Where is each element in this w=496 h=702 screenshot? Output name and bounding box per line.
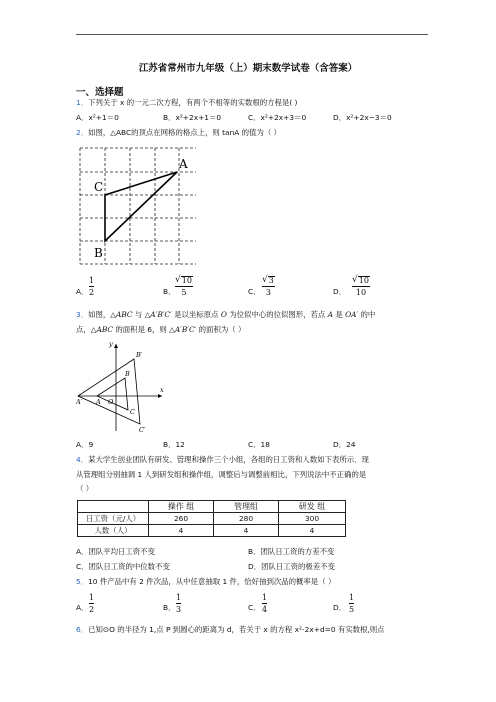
question-5-stem: [76, 577, 335, 587]
question-text: 如图，△ABC的顶点在网格的格点上，则 tanA 的值为（ ）: [88, 128, 281, 137]
table-row: [78, 513, 346, 525]
table-cell: 4: [214, 525, 279, 537]
text: 的中: [358, 310, 376, 319]
math: △A′B′C′: [144, 310, 172, 319]
q2-option-d-fraction: [352, 276, 370, 297]
denominator: 3: [176, 605, 182, 614]
text: 如图，: [88, 310, 111, 319]
numerator: 1: [89, 593, 95, 602]
question-text: 10 件产品中有 2 件次品，从中任意抽取 1 件，恰好抽到次品的概率是（ ）: [88, 577, 336, 586]
question-4-line-3: （ ）: [76, 484, 94, 493]
vertex-label-c: C: [94, 180, 104, 194]
point-label-b-prime: B′: [136, 351, 143, 359]
grid-triangle-figure: [76, 142, 196, 267]
question-text: 下列关于 x 的一元二次方程，有两个不相等的实数根的方程是( ): [88, 98, 298, 107]
q2-option-a-letter: A．: [76, 287, 89, 296]
table-cell: 280: [214, 513, 279, 525]
point-label-o: O: [108, 398, 114, 406]
question-2-stem: [76, 128, 281, 138]
point-label-b: B: [125, 370, 130, 378]
text: 的面积是 6，则: [113, 325, 170, 334]
text: 某大学生创业团队有研发、管理和操作三个小组，各组的日工资和人数如下表所示．现: [88, 455, 369, 464]
table-header-cell: 管理组: [214, 501, 279, 513]
q2-option-b-letter: B．: [163, 287, 176, 296]
question-3-line-2: [76, 325, 245, 335]
denominator: 2: [89, 288, 95, 297]
numerator: 10: [358, 276, 369, 285]
question-number: 5．: [76, 577, 89, 586]
point-label-a-prime: A′: [76, 398, 83, 406]
section-heading: 一、选择题: [76, 87, 124, 98]
q4-option-b: B．团队日工资的方差不变: [248, 547, 335, 556]
text: 点，: [76, 325, 91, 334]
q1-option-d: D．x²+2x−3＝0: [333, 113, 392, 122]
text: 是: [333, 310, 346, 319]
q3-option-b: B．12: [163, 440, 185, 449]
sqrt-icon: √: [352, 275, 358, 285]
q1-option-a: A．x²+1＝0: [76, 113, 119, 122]
sqrt-icon: √: [175, 275, 181, 285]
numerator: 1: [176, 593, 182, 602]
numerator: 3: [268, 276, 274, 285]
question-number: 2．: [76, 128, 89, 137]
q2-option-c-fraction: [262, 276, 275, 297]
denominator: 3: [265, 288, 271, 297]
math: A: [327, 310, 334, 319]
q2-option-c-letter: C．: [248, 287, 261, 296]
point-label-c-prime: C′: [139, 426, 146, 434]
vertex-label-a: A: [179, 157, 188, 171]
denominator: 5: [181, 288, 187, 297]
q5-option-b-letter: B．: [163, 603, 176, 612]
text: 为位似中心的位似图形，若点: [226, 310, 328, 319]
q4-option-a: A．团队平均日工资不变: [76, 547, 155, 556]
axis-label-x: x: [160, 386, 164, 394]
q5-option-d-letter: D．: [333, 603, 347, 612]
q2-option-a-fraction: [89, 276, 94, 297]
math: O: [220, 310, 227, 319]
table-header-cell: 操作 组: [149, 501, 214, 513]
math: △ABC: [110, 310, 133, 319]
table-header-cell: [78, 501, 149, 513]
q2-option-d-letter: D．: [333, 287, 347, 296]
q2-option-b-fraction: [175, 276, 193, 297]
question-number: 1．: [76, 98, 89, 107]
question-text: 已知⊙O 的半径为 1,点 P 到圆心的距离为 d，若关于 x 的方程 x²-2x+d=0 有实数根,则点: [88, 625, 385, 634]
q1-option-b: B．x²+2x+1＝0: [163, 113, 222, 122]
question-number: 6．: [76, 625, 89, 634]
q3-option-d: D．24: [333, 440, 356, 449]
q5-option-a-fraction: [89, 593, 94, 614]
question-1-stem: [76, 98, 297, 108]
denominator: 10: [355, 288, 367, 297]
table-row: [78, 525, 346, 537]
question-4-line-1: [76, 455, 369, 465]
axis-label-y: y: [109, 340, 113, 348]
text: 的面积为（ ）: [196, 325, 246, 334]
numerator: 1: [262, 593, 268, 602]
salary-table: [77, 500, 346, 537]
math: △A′B′C′: [169, 325, 197, 334]
q5-option-d-fraction: [349, 593, 354, 614]
question-number: 3．: [76, 310, 89, 319]
triangle-abc: [105, 172, 177, 241]
header-rule: [76, 34, 428, 35]
table-cell: 260: [149, 513, 214, 525]
table-cell: 人数（人）: [78, 525, 149, 537]
table-cell: 300: [279, 513, 346, 525]
q4-option-c: C．团队日工资的中位数不变: [76, 562, 170, 571]
text: 是以坐标原点: [171, 310, 221, 319]
math: △ABC: [90, 325, 114, 334]
q3-option-c: C．18: [248, 440, 270, 449]
numerator: 1: [349, 593, 355, 602]
q1-option-c: C．x²+2x+3＝0: [248, 113, 307, 122]
q5-option-c-letter: C．: [248, 603, 261, 612]
y-axis-arrow-icon: [114, 344, 118, 348]
q5-option-a-letter: A．: [76, 603, 89, 612]
table-cell: 4: [149, 525, 214, 537]
point-label-c: C: [130, 408, 135, 416]
question-6-stem: [76, 625, 385, 635]
math: OA′: [345, 310, 359, 319]
denominator: 4: [262, 605, 268, 614]
q3-option-a: A．9: [76, 440, 94, 449]
table-cell: 日工资（元/人）: [78, 513, 149, 525]
text: 与: [132, 310, 145, 319]
point-label-a: A: [96, 398, 101, 406]
similar-triangles-figure: [76, 336, 166, 436]
denominator: 5: [349, 605, 355, 614]
page-title: 江苏省常州市九年级（上）期末数学试卷（含答案）: [138, 63, 358, 74]
table-header-row: [78, 501, 346, 513]
vertex-label-b: B: [94, 246, 103, 260]
question-number: 4．: [76, 455, 89, 464]
question-3-line-1: [76, 310, 375, 320]
denominator: 2: [89, 605, 95, 614]
x-axis-arrow-icon: [158, 394, 162, 398]
numerator: 10: [181, 276, 192, 285]
q4-option-d: D．团队日工资的极差不变: [248, 562, 335, 571]
table-header-cell: 研发 组: [279, 501, 346, 513]
q5-option-b-fraction: [176, 593, 181, 614]
sqrt-icon: √: [262, 275, 268, 285]
question-4-line-2: 从管理组分别抽调 1 人到研发组和操作组，调整后与调整前相比，下列说法中不正确的是: [76, 470, 367, 479]
q5-option-c-fraction: [262, 593, 267, 614]
numerator: 1: [89, 276, 95, 285]
table-cell: 4: [279, 525, 346, 537]
